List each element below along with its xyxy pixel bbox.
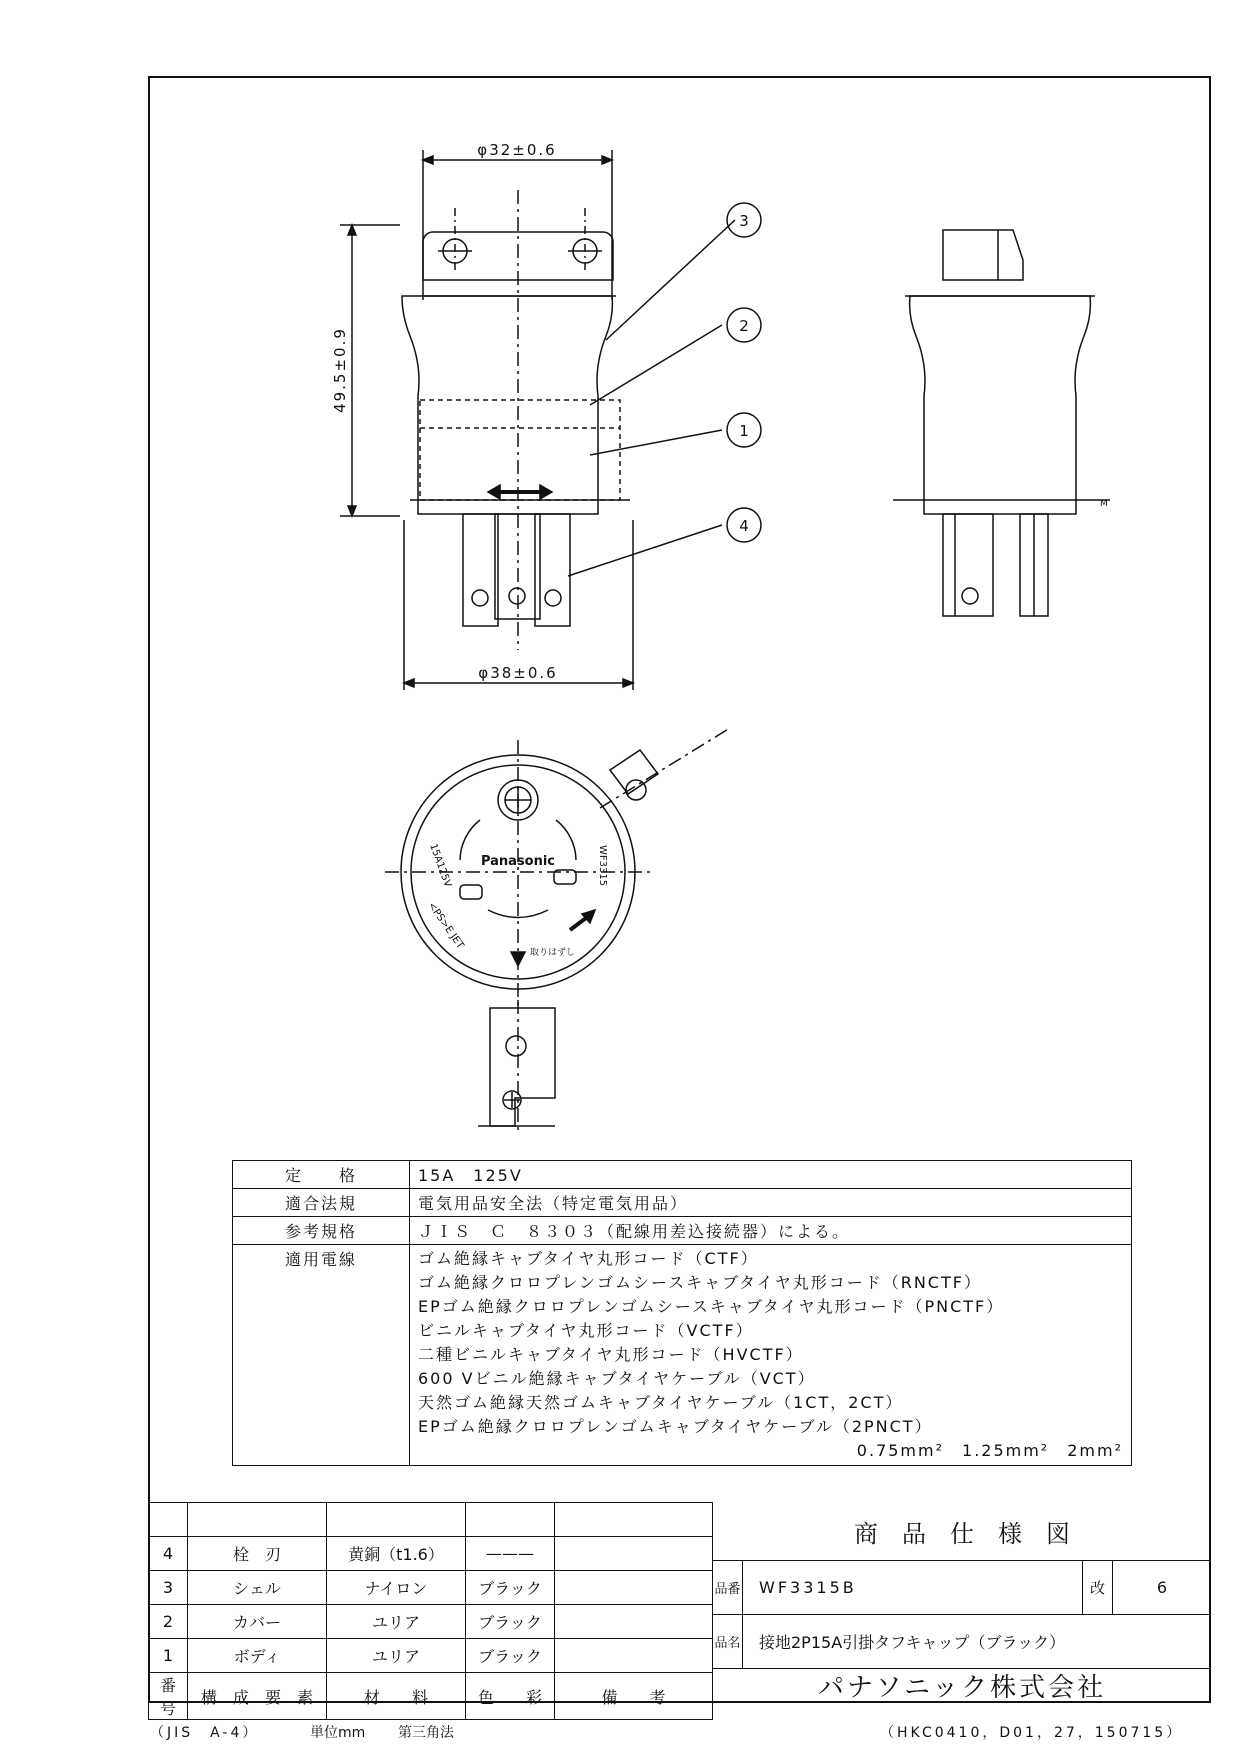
spec-key: 適合法規 [233,1189,410,1217]
part-name: 栓 刃 [188,1537,327,1571]
part-no-label: 品番 [712,1560,742,1614]
spec-row-wires [233,1245,1132,1466]
rev-label: 改 [1082,1560,1112,1614]
face-model: WF3315 [597,845,608,887]
footer-code: （HKC0410，D01，27，150715） [880,1725,1184,1741]
part-name: カバー [188,1605,327,1639]
wire-list [410,1245,1132,1466]
blade-detail [478,1000,555,1130]
footer-projection: 第三角法 [398,1725,454,1741]
spec-row [233,1217,1132,1245]
wire-item: EPゴム絶縁クロロプレンゴムシースキャブタイヤ丸形コード（PNCTF） [418,1297,1005,1316]
wire-item: 600 Vビニル絶縁キャブタイヤケーブル（VCT） [418,1369,816,1388]
header-no: 番号 [149,1673,188,1720]
table-row [149,1605,713,1639]
wire-item: 天然ゴム絶縁天然ゴムキャブタイヤケーブル（1CT，2CT） [418,1393,904,1412]
part-no: 3 [149,1571,188,1605]
spec-value: 15A 125V [410,1161,1132,1189]
part-name: シェル [188,1571,327,1605]
part-color: ブラック [466,1639,555,1673]
spec-key: 適用電線 [233,1245,410,1466]
part-material: ユリア [327,1605,466,1639]
parts-blank-row [149,1503,713,1537]
face-mark: <PS>E JET [425,900,466,951]
part-color: ブラック [466,1571,555,1605]
dim-height: 49.5±0.9 [331,327,349,413]
table-row [149,1537,713,1571]
header-part: 構 成 要 素 [188,1673,327,1720]
title-heading: 商 品 仕 様 図 [712,1502,1211,1560]
spec-row [233,1161,1132,1189]
part-name: ボディ [188,1639,327,1673]
part-material: 黄銅（t1.6） [327,1537,466,1571]
part-no: 2 [149,1605,188,1639]
callout-1: 1 [739,422,749,440]
header-material: 材 料 [327,1673,466,1720]
part-material: ユリア [327,1639,466,1673]
part-number: WF3315B [742,1560,1082,1614]
dim-bottom-width: φ38±0.6 [478,664,558,682]
title-block [712,1502,1211,1703]
callout-2: 2 [739,317,749,335]
part-material: ナイロン [327,1571,466,1605]
callout-4: 4 [739,517,749,535]
parts-header-row [149,1673,713,1720]
part-note [555,1571,713,1605]
side-view [893,230,1110,616]
face-remove: 取りはずし [530,948,576,958]
parts-table [148,1502,713,1720]
footer-paper: （JIS A-4） [150,1725,260,1741]
part-color: ——— [466,1537,555,1571]
dim-top-width: φ32±0.6 [477,141,557,159]
part-note [555,1605,713,1639]
company-name: パナソニック株式会社 [712,1668,1211,1703]
wire-item: 二種ビニルキャブタイヤ丸形コード（HVCTF） [418,1345,804,1364]
part-no: 1 [149,1639,188,1673]
side-mark: M [1100,499,1108,509]
header-note: 備 考 [555,1673,713,1720]
wire-item: EPゴム絶縁クロロプレンゴムキャブタイヤケーブル（2PNCT） [418,1417,933,1436]
face-brand: Panasonic [480,854,556,869]
part-note [555,1639,713,1673]
name-label: 品名 [712,1614,742,1668]
spec-key: 参考規格 [233,1217,410,1245]
face-rating: 15A125V [427,842,454,889]
part-no: 4 [149,1537,188,1571]
product-name: 接地2P15A引掛タフキャップ（ブラック） [742,1614,1211,1668]
spec-value: 電気用品安全法（特定電気用品） [410,1189,1132,1217]
part-color: ブラック [466,1605,555,1639]
wire-item: ゴム絶縁クロロプレンゴムシースキャブタイヤ丸形コード（RNCTF） [418,1273,982,1292]
header-color: 色 彩 [466,1673,555,1720]
spec-key: 定 格 [233,1161,410,1189]
table-row [149,1639,713,1673]
wire-item: ゴム絶縁キャブタイヤ丸形コード（CTF） [418,1249,759,1268]
wire-sizes: 0.75mm² 1.25mm² 2mm² [856,1441,1123,1460]
spec-value: ＪＩＳ Ｃ ８３０３（配線用差込接続器）による。 [410,1217,1132,1245]
spec-table [232,1160,1132,1466]
table-row [149,1571,713,1605]
part-note [555,1537,713,1571]
callout-3: 3 [739,212,749,230]
wire-item: ビニルキャブタイヤ丸形コード（VCTF） [418,1321,754,1340]
revision: 6 [1112,1560,1211,1614]
footer-unit: 単位mm [310,1725,366,1741]
front-view [340,150,633,690]
spec-row [233,1189,1132,1217]
